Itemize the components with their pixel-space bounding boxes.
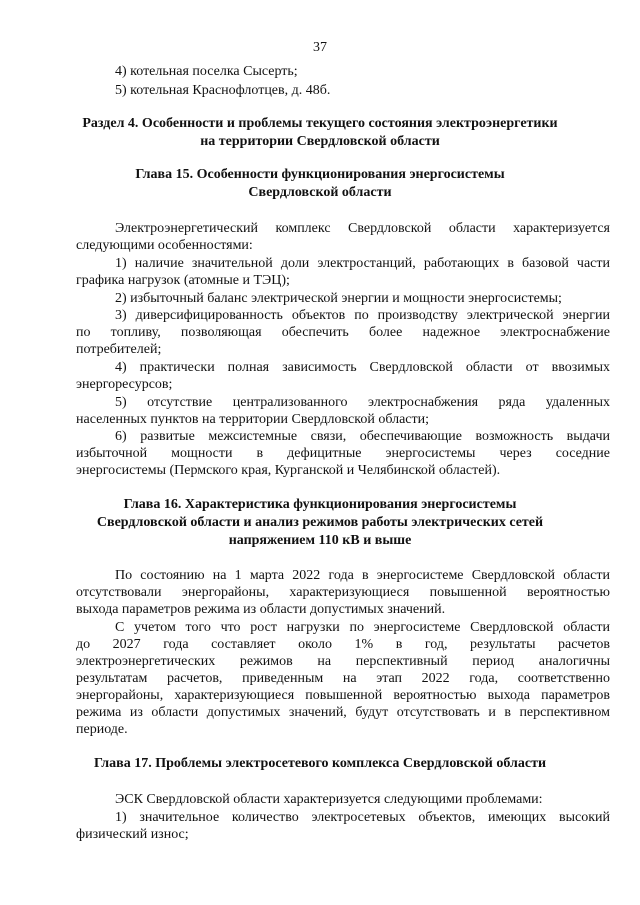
list-item: энергоресурсов; xyxy=(76,377,173,392)
paragraph-line: электроэнергетических режимов на перспективный период аналогичны xyxy=(76,654,610,669)
list-item: избыточной мощности в дефицитные энергосистемы через соседние xyxy=(76,446,610,461)
chapter-16-heading: Глава 16. Характеристика функционирования энергосистемы Свердловской области и анализ режимов работы электрических сетей напряжением 110 кВ и выше xyxy=(96,497,544,548)
paragraph-line: ЭСК Свердловской области характеризуется следующими проблемами: xyxy=(115,792,543,807)
chapter-15-heading: Глава 15. Особенности функционирования энергосистемы Свердловской области xyxy=(135,167,505,200)
list-item: 5) котельная Краснофлотцев, д. 48б. xyxy=(115,83,331,98)
paragraph-line: Электроэнергетический комплекс Свердловской области характеризуется xyxy=(115,221,610,236)
section-heading: Раздел 4. Особенности и проблемы текущего состояния электроэнергетики на территории Свердловской области xyxy=(82,116,558,149)
page-number: 37 xyxy=(313,40,327,55)
paragraph-line: до 2027 года составляет около 1% в год, результаты расчетов xyxy=(76,637,610,652)
list-item: 4) практически полная зависимость Свердловской области от ввозимых xyxy=(115,360,610,375)
list-item: по топливу, позволяющая обеспечить более надежное электроснабжение xyxy=(76,325,610,340)
list-item: энергосистемы (Пермского края, Курганской и Челябинской областей). xyxy=(76,463,501,478)
list-item: потребителей; xyxy=(76,342,162,357)
paragraph-line: энергорайоны, характеризующиеся повышенной вероятностью выхода параметров xyxy=(76,688,610,703)
chapter-17-heading: Глава 17. Проблемы электросетевого комплекса Свердловской области xyxy=(93,756,547,771)
list-item: 1) наличие значительной доли электростанций, работающих в базовой части xyxy=(115,256,610,271)
list-item: 5) отсутствие централизованного электроснабжения ряда удаленных xyxy=(115,395,610,410)
list-item: 1) значительное количество электросетевых объектов, имеющих высокий xyxy=(115,810,610,825)
paragraph-line: результатам расчетов, приведенным на этап 2022 года, соответственно xyxy=(76,671,610,686)
list-item: 4) котельная поселка Сысерть; xyxy=(115,64,298,79)
list-item: физический износ; xyxy=(76,827,189,842)
paragraph-line: следующими особенностями: xyxy=(76,238,253,253)
list-item: 3) диверсифицированность объектов по производству электрической энергии xyxy=(115,308,610,323)
paragraph-line: выхода параметров режима из области допустимых значений. xyxy=(76,602,446,617)
list-item: графика нагрузок (атомные и ТЭЦ); xyxy=(76,273,290,288)
paragraph-line: По состоянию на 1 марта 2022 года в энергосистеме Свердловской области xyxy=(115,568,610,583)
list-item: населенных пунктов на территории Свердловской области; xyxy=(76,412,430,427)
list-item: 6) развитые межсистемные связи, обеспечивающие возможность выдачи xyxy=(115,429,610,444)
list-item: 2) избыточный баланс электрической энергии и мощности энергосистемы; xyxy=(115,291,562,306)
paragraph-line: С учетом того что рост нагрузки по энергосистеме Свердловской области xyxy=(115,620,610,635)
paragraph-line: режима из области допустимых значений, будут отсутствовать и в перспективном xyxy=(76,705,610,720)
paragraph-line: отсутствовали энергорайоны, характеризующиеся повышенной вероятностью xyxy=(76,585,610,600)
paragraph-line: периоде. xyxy=(76,722,128,737)
